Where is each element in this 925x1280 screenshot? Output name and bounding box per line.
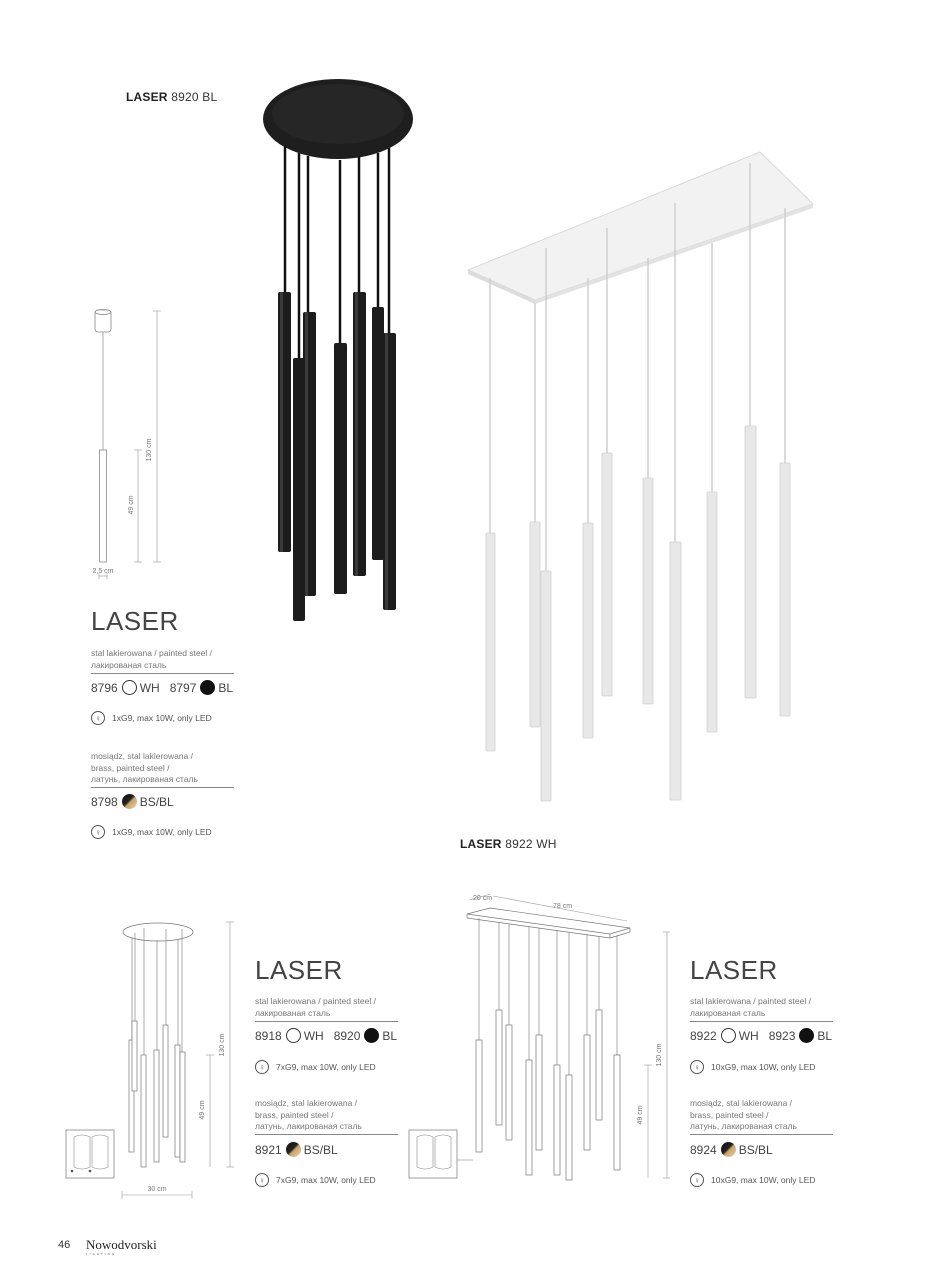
material-line: mosiądz, stal lakierowana / bbox=[690, 1098, 793, 1108]
bulb-spec-text: 1xG9, max 10W, only LED bbox=[112, 827, 212, 837]
brass-black-swatch-icon bbox=[721, 1142, 736, 1157]
variant-row bbox=[690, 1028, 832, 1043]
color-label: BS/BL bbox=[139, 794, 174, 809]
black-swatch-icon bbox=[364, 1028, 379, 1043]
divider bbox=[690, 1134, 833, 1135]
material-line: латунь, лакированая сталь bbox=[255, 1121, 362, 1131]
caption-name: LASER bbox=[126, 90, 168, 104]
white-swatch-icon bbox=[122, 680, 137, 695]
material-line: brass, painted steel / bbox=[690, 1109, 769, 1120]
rect-chandelier-drawing bbox=[405, 890, 670, 1190]
divider bbox=[91, 673, 234, 674]
material-line: stal lakierowana / painted steel / bbox=[690, 996, 811, 1006]
product-code: 8924 bbox=[690, 1142, 717, 1157]
product-code: 8797 bbox=[169, 680, 197, 695]
dim-tube-label: 49 cm bbox=[637, 1105, 644, 1125]
material-text bbox=[255, 1098, 362, 1133]
color-label: WH bbox=[139, 680, 160, 695]
variant-row bbox=[255, 1142, 338, 1157]
product-title: LASER bbox=[255, 955, 343, 985]
material-text bbox=[255, 996, 376, 1019]
variant-row bbox=[91, 680, 233, 695]
material-text bbox=[91, 751, 198, 786]
page-number: 46 bbox=[58, 1239, 71, 1251]
brass-black-swatch-icon bbox=[286, 1142, 301, 1157]
variant-row bbox=[255, 1028, 397, 1043]
dim-total-label: 130 cm bbox=[146, 438, 153, 462]
divider bbox=[690, 1021, 833, 1022]
color-label: BL bbox=[382, 1028, 398, 1043]
bulb-icon: ♀ bbox=[690, 1060, 704, 1074]
color-label: BL bbox=[218, 680, 234, 695]
bulb-spec-text: 7xG9, max 10W, only LED bbox=[276, 1175, 376, 1185]
material-text bbox=[690, 1098, 797, 1133]
material-line: mosiądz, stal lakierowana / bbox=[91, 751, 194, 761]
divider bbox=[255, 1134, 398, 1135]
product-code: 8798 bbox=[91, 794, 118, 809]
caption-code: 8920 BL bbox=[171, 90, 218, 104]
bulb-spec bbox=[255, 1173, 376, 1187]
color-label: WH bbox=[303, 1028, 324, 1043]
bulb-spec-text: 10xG9, max 10W, only LED bbox=[711, 1175, 816, 1185]
bulb-spec bbox=[91, 825, 212, 839]
dim-total-label: 130 cm bbox=[656, 1043, 663, 1067]
material-line: mosiądz, stal lakierowana / bbox=[255, 1098, 358, 1108]
divider bbox=[91, 787, 234, 788]
dim-length-label: 78 cm bbox=[553, 903, 573, 910]
white-swatch-icon bbox=[721, 1028, 736, 1043]
dim-total-label: 130 cm bbox=[219, 1033, 226, 1057]
product-code: 8923 bbox=[768, 1028, 796, 1043]
caption-code: 8922 WH bbox=[505, 837, 557, 851]
bulb-spec bbox=[255, 1060, 376, 1074]
material-line: stal lakierowana / painted steel / bbox=[255, 996, 376, 1006]
bulb-spec-text: 7xG9, max 10W, only LED bbox=[276, 1062, 376, 1072]
material-text bbox=[91, 648, 212, 671]
black-chandelier-photo bbox=[255, 78, 420, 638]
product-title: LASER bbox=[690, 955, 778, 985]
dim-width-label: 30 cm bbox=[147, 1186, 167, 1193]
dim-tube-label: 49 cm bbox=[199, 1100, 206, 1120]
divider bbox=[255, 1021, 398, 1022]
bulb-icon: ♀ bbox=[690, 1173, 704, 1187]
bulb-spec bbox=[690, 1173, 815, 1187]
caption-laser-8922 bbox=[460, 837, 557, 851]
black-swatch-icon bbox=[799, 1028, 814, 1043]
brand-sub: LIGHTING bbox=[86, 1252, 117, 1256]
single-pendant-drawing bbox=[85, 305, 170, 585]
caption-laser-8920 bbox=[126, 90, 217, 104]
product-code: 8922 bbox=[690, 1028, 717, 1043]
bulb-spec bbox=[690, 1060, 815, 1074]
product-code: 8796 bbox=[91, 680, 118, 695]
material-line: лакированая сталь bbox=[255, 1007, 331, 1018]
product-code: 8918 bbox=[255, 1028, 282, 1043]
product-code: 8921 bbox=[255, 1142, 282, 1157]
white-swatch-icon bbox=[286, 1028, 301, 1043]
white-chandelier-photo bbox=[465, 148, 815, 808]
brand-name: Nowodvorski bbox=[86, 1237, 157, 1252]
material-line: brass, painted steel / bbox=[255, 1109, 334, 1120]
caption-name: LASER bbox=[460, 837, 502, 851]
round-chandelier-drawing bbox=[62, 915, 247, 1205]
variant-row bbox=[91, 794, 174, 809]
material-line: brass, painted steel / bbox=[91, 762, 170, 773]
brass-black-swatch-icon bbox=[122, 794, 137, 809]
material-line: лакированая сталь bbox=[91, 659, 167, 670]
material-text bbox=[690, 996, 811, 1019]
bulb-icon: ♀ bbox=[91, 711, 105, 725]
color-label: BS/BL bbox=[303, 1142, 338, 1157]
product-title: LASER bbox=[91, 606, 179, 636]
color-label: WH bbox=[738, 1028, 759, 1043]
color-label: BL bbox=[817, 1028, 833, 1043]
bulb-icon: ♀ bbox=[255, 1060, 269, 1074]
bulb-icon: ♀ bbox=[255, 1173, 269, 1187]
dim-width-label: 2,5 cm bbox=[92, 568, 114, 575]
product-code: 8920 bbox=[333, 1028, 361, 1043]
material-line: латунь, лакированая сталь bbox=[91, 774, 198, 784]
material-line: латунь, лакированая сталь bbox=[690, 1121, 797, 1131]
material-line: лакированая сталь bbox=[690, 1007, 766, 1018]
bulb-icon: ♀ bbox=[91, 825, 105, 839]
variant-row bbox=[690, 1142, 773, 1157]
color-label: BS/BL bbox=[738, 1142, 773, 1157]
brand-logo bbox=[86, 1237, 157, 1256]
dim-tube-label: 49 cm bbox=[128, 495, 135, 515]
bulb-spec bbox=[91, 711, 212, 725]
material-line: stal lakierowana / painted steel / bbox=[91, 648, 212, 658]
bulb-spec-text: 10xG9, max 10W, only LED bbox=[711, 1062, 816, 1072]
bulb-spec-text: 1xG9, max 10W, only LED bbox=[112, 713, 212, 723]
black-swatch-icon bbox=[200, 680, 215, 695]
dim-depth-label: 20 cm bbox=[473, 895, 493, 902]
